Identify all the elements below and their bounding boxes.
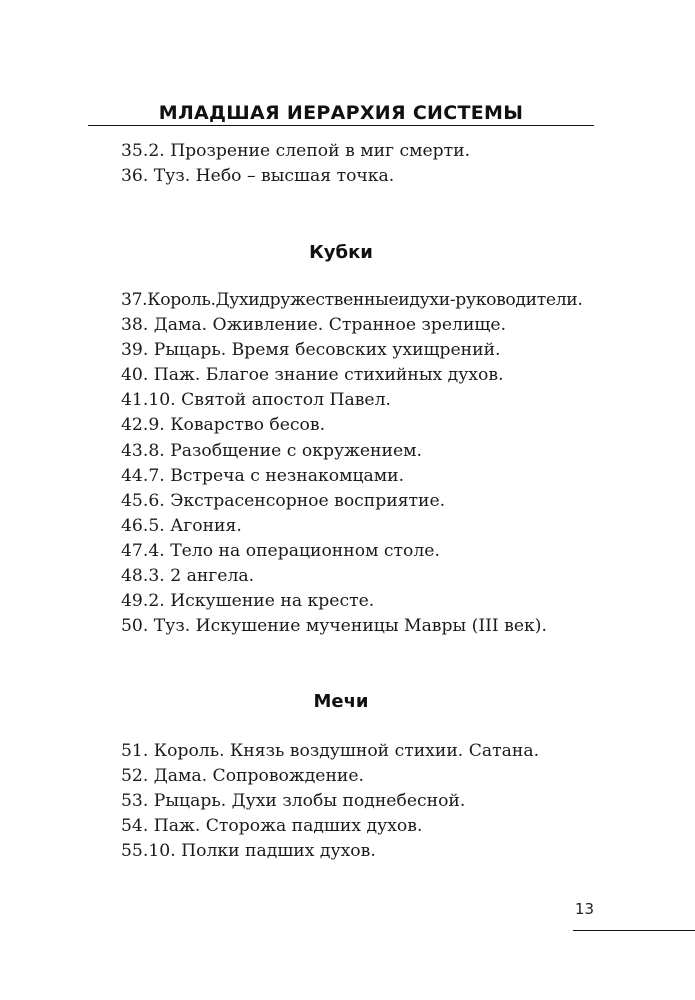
page-number-rule <box>573 930 695 931</box>
list-item: 36. Туз. Небо – высшая точка. <box>121 166 395 187</box>
list-item: 49.2. Искушение на кресте. <box>121 591 375 612</box>
list-item: 45.6. Экстрасенсорное восприятие. <box>121 490 446 511</box>
page-number: 13 <box>574 900 594 918</box>
list-item: 55.10. Полки падших духов. <box>121 841 376 862</box>
list-item: 37.Король.Духидружественныеидухи-руководители. <box>121 290 583 310</box>
list-item: 54. Паж. Сторожа падших духов. <box>121 816 423 837</box>
list-item: 42.9. Коварство бесов. <box>121 415 326 436</box>
list-item: 53. Рыцарь. Духи злобы поднебесной. <box>121 791 466 812</box>
running-head-rule <box>88 125 594 126</box>
list-item: 47.4. Тело на операционном столе. <box>121 540 440 561</box>
list-item: 39. Рыцарь. Время бесовских ухищрений. <box>121 340 501 361</box>
list-item: 44.7. Встреча с незнакомцами. <box>121 465 405 486</box>
cups-list <box>121 288 583 639</box>
list-item: 52. Дама. Сопровождение. <box>121 766 365 787</box>
list-item: 46.5. Агония. <box>121 515 242 536</box>
list-item: 48.3. 2 ангела. <box>121 566 255 587</box>
section-title-swords: Мечи <box>313 691 369 712</box>
list-item: 43.8. Разобщение с окружением. <box>121 440 422 461</box>
continued-list <box>121 139 470 189</box>
list-item: 50. Туз. Искушение мученицы Мавры (III век). <box>121 616 547 637</box>
swords-list <box>121 739 539 864</box>
list-item: 38. Дама. Оживление. Странное зрелище. <box>121 315 507 336</box>
list-item: 41.10. Святой апостол Павел. <box>121 390 391 411</box>
running-head: МЛАДШАЯ ИЕРАРХИЯ СИСТЕМЫ <box>158 102 524 124</box>
list-item: 51. Король. Князь воздушной стихии. Сатана. <box>121 741 540 761</box>
list-item: 35.2. Прозрение слепой в миг смерти. <box>121 141 471 161</box>
list-item: 40. Паж. Благое знание стихийных духов. <box>121 365 504 386</box>
section-title-cups: Кубки <box>309 242 373 263</box>
